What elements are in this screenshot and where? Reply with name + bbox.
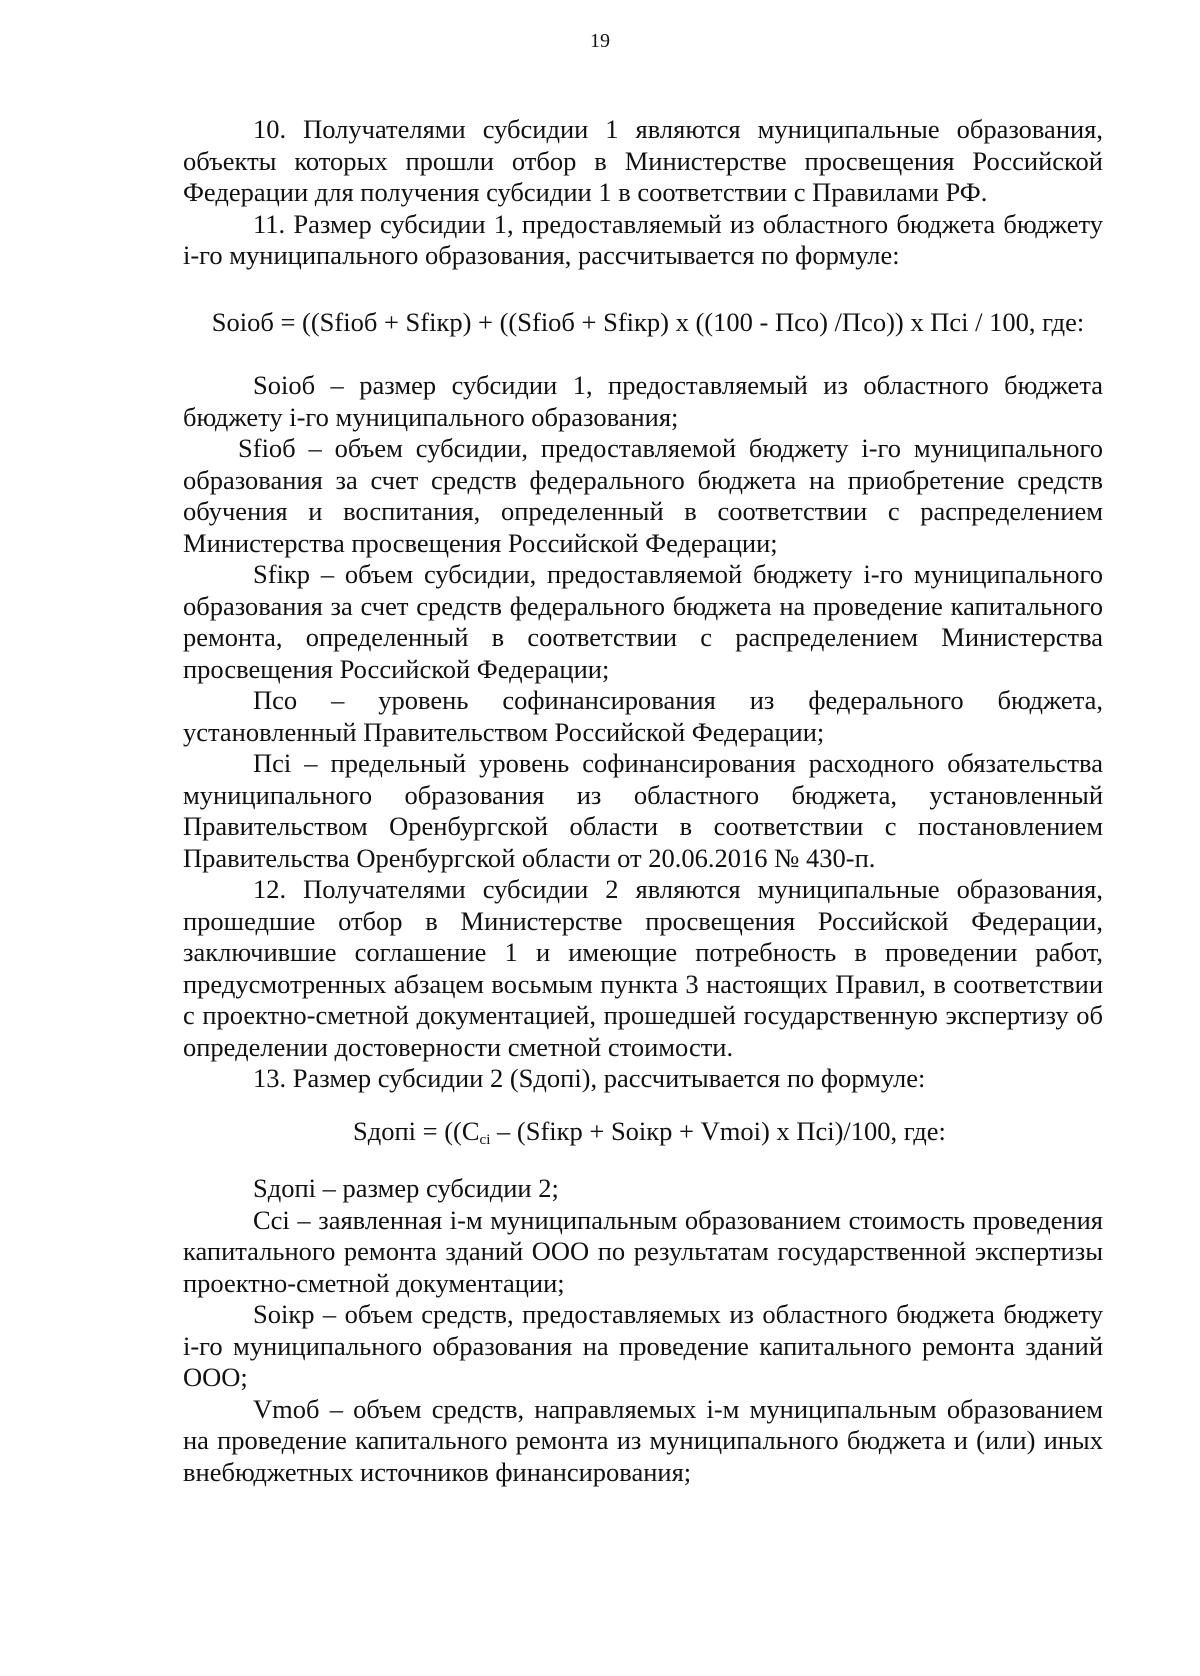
definition-vmob: Vmoб – объем средств, направляемых i-м муниципальным образованием на проведение капитального ремонта из муниципального бюджета и (или) иных внебюджетных источников финансирования; <box>183 1393 1103 1487</box>
definition-soikr: Soiкр – объем средств, предоставляемых из областного бюджета бюджету i-го муниципального образования на проведение капитального ремонта зданий ООО; <box>183 1299 1103 1392</box>
formula-2-end: – (Sfiкр + Soiкр + Vmoi) x Пci)/100, где: <box>490 1115 946 1146</box>
paragraph-10: 10. Получателями субсидии 1 являются муниципальные образования, объекты которых прошли отбор в Министерстве просвещения Российской Федерации для получения субсидии 1 в соответствии с Правилами РФ. <box>183 114 1103 207</box>
formula-2-subscript: ci <box>479 1131 491 1148</box>
formula-subsidy-2 <box>183 1116 1103 1148</box>
definition-sfiob: Sfioб – объем субсидии, предоставляемой бюджету i-го муниципального образования за счет средств федерального бюджета на приобретение средств обучения и воспитания, определенный в соответствии с распределением Министерства просвещения Российской Федерации; <box>183 433 1103 558</box>
definition-pco: Пco – уровень софинансирования из федерального бюджета, установленный Правительством Российской Федерации; <box>183 685 1103 747</box>
paragraph-13: 13. Размер субсидии 2 (Sдопi), рассчитывается по формуле: <box>253 1063 926 1093</box>
formula-2-start: Sдопi = ((C <box>353 1115 480 1146</box>
definition-cci: Cci – заявленная i-м муниципальным образованием стоимость проведения капитального ремонта зданий ООО по результатам государственной экспертизы проектно-сметной документации; <box>183 1204 1103 1298</box>
definition-pci: Пci – предельный уровень софинансирования расходного обязательства муниципального образования из областного бюджета, установленный Правительством Оренбургской области в соответствии с постановлением Правительства Оренбургской области от 20.06.2016 № 430-п. <box>183 748 1103 873</box>
page-number: 19 <box>590 30 610 52</box>
definition-soiob: Soioб – размер субсидии 1, предоставляемый из областного бюджета бюджету i-го муниципального образования; <box>183 370 1103 432</box>
definition-sfikr: Sfiкр – объем субсидии, предоставляемой бюджету i-го муниципального образования за счет средств федерального бюджета на проведение капитального ремонта, определенный в соответствии с распределением Министерства просвещения Российской Федерации; <box>183 559 1103 684</box>
paragraph-12: 12. Получателями субсидии 2 являются муниципальные образования, прошедшие отбор в Министерстве просвещения Российской Федерации, заключившие соглашение 1 и имеющие потребность в проведении работ, предусмотренных абзацем восьмым пункта 3 настоящих Правил, в соответствии с проектно-сметной документацией, прошедшей государственную экспертизу об определении достоверности сметной стоимости. <box>183 874 1103 1062</box>
formula-subsidy-1: Soioб = ((Sfioб + Sfiкр) + ((Sfioб + Sfiкр) x ((100 - Пco) /Пco)) x Пci / 100, где: <box>211 306 1085 337</box>
definition-sdopi: Sдопi – размер субсидии 2; <box>253 1173 559 1203</box>
paragraph-11: 11. Размер субсидии 1, предоставляемый из областного бюджета бюджету i-го муниципального образования, рассчитывается по формуле: <box>183 208 1103 270</box>
document-body <box>183 114 1103 1488</box>
